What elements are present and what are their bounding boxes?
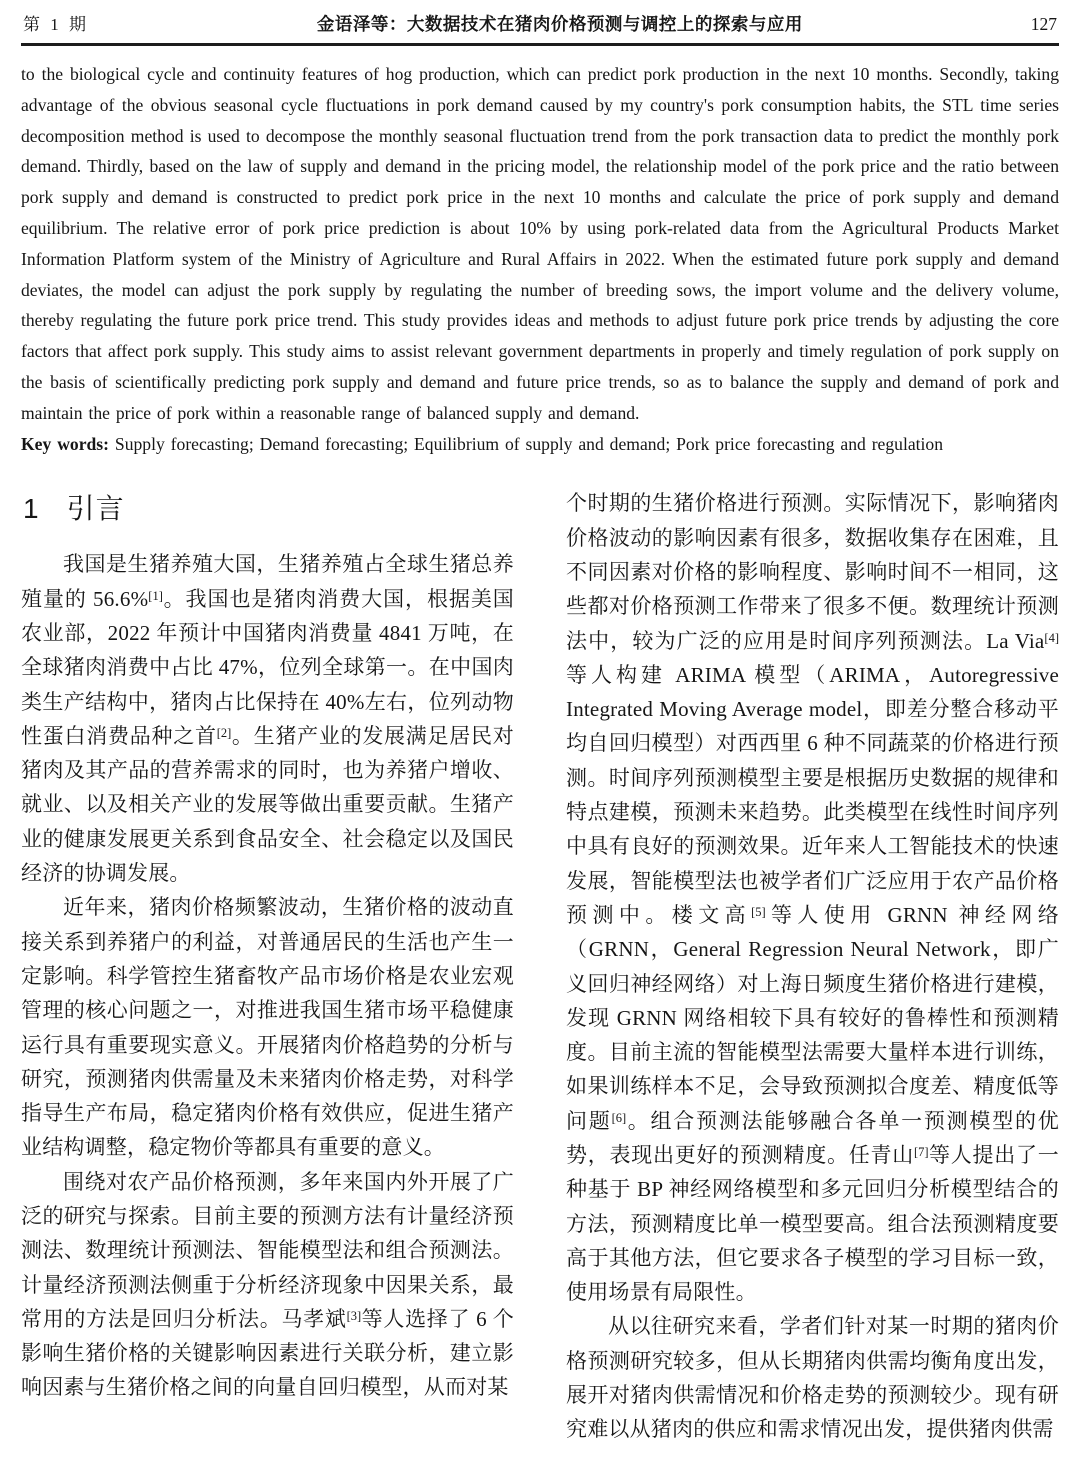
section-number: 1 bbox=[23, 493, 40, 525]
abstract-block bbox=[21, 59, 1059, 459]
keywords-label: Key words: bbox=[21, 433, 109, 454]
paragraph: 近年来，猪肉价格频繁波动，生猪价格的波动直接关系到养猪户的利益，对普通居民的生活也产生一定影响。科学管控生猪畜牧产品市场价格是农业宏观管理的核心问题之一，对推进我国生猪市场平稳健康运行具有重要现实意义。开展猪肉价格趋势的分析与研究，预测猪肉供需量及未来猪肉价格走势，对科学指导生产布局，稳定猪肉价格有效供应，促进生猪产业结构调整，稳定物价等都具有重要的意义。 bbox=[21, 895, 514, 1160]
paragraph-continuation: 个时期的生猪价格进行预测。实际情况下，影响猪肉价格波动的影响因素有很多，数据收集存在困难，且不同因素对价格的影响程度、影响时间不一相同，这些都对价格预测工作带来了很多不便。数理统计预测法中，较为广泛的应用是时间序列预测法。La Via[4]等人构建 ARIMA 模型（ARIMA，Autoregressive Integrated Moving Average model，即差分整合移动平均自回归模型）对西西里 6 种不同蔬菜的价格进行预测。时间序列预测模型主要是根据历史数据的规律和特点建模，预测未来趋势。此类模型在线性时间序列中具有良好的预测效果。近年来人工智能技术的快速发展，智能模型法也被学者们广泛应用于农产品价格预测中。楼文高[5]等人使用 GRNN 神经网络（GRNN，General Regression Neural Network，即广义回归神经网络）对上海日频度生猪价格进行建模，发现 GRNN 网络相较下具有较好的鲁棒性和预测精度。目前主流的智能模型法需要大量样本进行训练，如果训练样本不足，会导致预测拟合度差、精度低等问题[6]。组合预测法能够融合各单一预测模型的优势，表现出更好的预测精度。任青山[7]等人提出了一种基于 BP 神经网络模型和多元回归分析模型结合的方法，预测精度比单一模型要高。组合法预测精度要高于其他方法，但它要求各子模型的学习目标一致，使用场景有局限性。 bbox=[566, 491, 1059, 1305]
running-title: 金语泽等：大数据技术在猪肉价格预测与调控上的探索与应用 bbox=[316, 14, 803, 34]
citation-ref: [7] bbox=[913, 1145, 929, 1159]
paragraph: 我国是生猪养殖大国，生猪养殖占全球生猪总养殖量的 56.6%[1]。我国也是猪肉消费大国，根据美国农业部，2022 年预计中国猪肉消费量 4841 万吨，在全球猪肉消费中占比 47%，位列全球第一。在中国肉类生产结构中，猪肉占比保持在 40%左右，位列动物性蛋白消费品种之首[2]。生猪产业的发展满足居民对猪肉及其产品的营养需求的同时，也为养猪户增收、就业、以及相关产业的发展等做出重要贡献。生猪产业的健康发展更关系到食品安全、社会稳定以及国民经济的协调发展。 bbox=[21, 552, 514, 886]
citation-ref: [1] bbox=[148, 588, 163, 603]
citation-ref: [2] bbox=[216, 725, 232, 740]
issue-label: 第 1 期 bbox=[23, 15, 89, 34]
paragraph: 从以往研究来看，学者们针对某一时期的猪肉价格预测研究较多，但从长期猪肉供需均衡角度出发，展开对猪肉供需情况和价格走势的预测较少。现有研究难以从猪肉的供应和需求情况出发，提供猪肉供需 bbox=[566, 1314, 1059, 1442]
abstract-text: to the biological cycle and continuity features of hog production, which can predict pork production in the next 10 months. Secondly, taking advantage of the obvious seasonal cycle fluctuations in pork demand caused by my country's pork consumption habits, the STL time series decomposition method is used to decompose the monthly seasonal fluctuation trend from the pork transaction data to predict the monthly pork demand. Thirdly, based on the law of supply and demand in the pricing model, the relationship model of the pork price and the ratio between pork supply and demand is constructed to predict pork price in the next 10 months and calculate the price of pork supply and demand equilibrium. The relative error of pork price prediction is about 10% by using pork-related data from the Agricultural Products Market Information Platform system of the Ministry of Agriculture and Rural Affairs in 2022. When the estimated future pork supply and demand deviates, the model can adjust the pork supply by regulating the number of breeding sows, the import volume and the delivery volume, thereby regulating the future pork price trend. This study provides ideas and methods to adjust future pork price trends by adjusting the core factors that affect pork supply. This study aims to assist relevant government departments in properly and timely regulation of pork supply on the basis of scientifically predicting pork supply and demand and future price trends, so as to balance the supply and demand of pork and maintain the price of pork within a reasonable range of balanced supply and demand. bbox=[21, 64, 1059, 423]
body-columns bbox=[21, 486, 1059, 1446]
section-title: 引言 bbox=[66, 493, 125, 525]
citation-ref: [5] bbox=[751, 904, 766, 919]
keywords-values: Supply forecasting; Demand forecasting; Equilibrium of supply and demand; Pork price forecasting and regulation bbox=[114, 433, 944, 454]
citation-ref: [3] bbox=[346, 1308, 362, 1323]
header-rule bbox=[21, 43, 1059, 46]
right-column bbox=[566, 486, 1059, 1446]
page-number: 127 bbox=[1030, 14, 1057, 34]
left-column bbox=[21, 486, 514, 1446]
keywords-line bbox=[21, 429, 1059, 460]
running-head bbox=[21, 8, 1059, 36]
paragraph: 围绕对农产品价格预测，多年来国内外开展了广泛的研究与探索。目前主要的预测方法有计量经济预测法、数理统计预测法、智能模型法和组合预测法。计量经济预测法侧重于分析经济现象中因果关系，最常用的方法是回归分析法。马孝斌[3]等人选择了 6 个影响生猪价格的关键影响因素进行关联分析，建立影响因素与生猪价格之间的向量自回归模型，从而对某 bbox=[21, 1169, 514, 1400]
citation-ref: [6] bbox=[611, 1110, 627, 1125]
citation-ref: [4] bbox=[1044, 630, 1059, 645]
section-heading-intro bbox=[23, 490, 514, 528]
